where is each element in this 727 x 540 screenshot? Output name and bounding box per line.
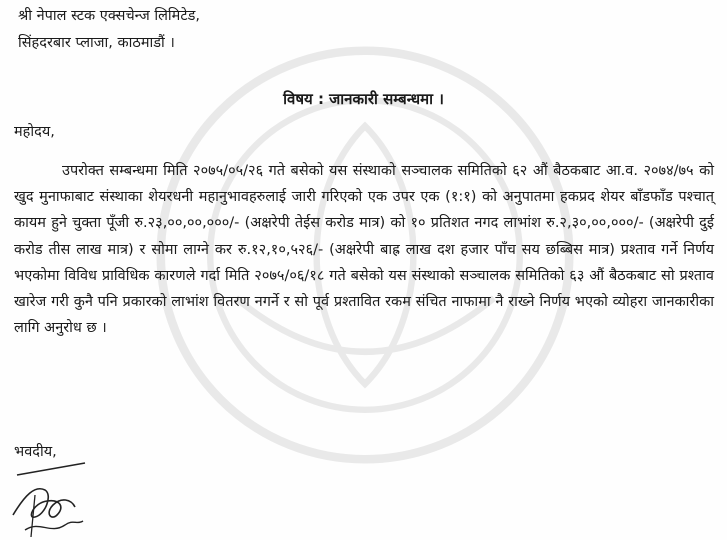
letter-body: उपरोक्त सम्बन्धमा मिति २०७५/०५/२६ गते बसेको यस संस्थाको सञ्चालक समितिको ६२ औं बैठकबाट आ.व. २०७४/७५ को खुद मुनाफाबाट संस्थाका शेयरधनी महानुभावहरुलाई जारी गरिएको एक उपर एक (१:१) को अनुपातमा हकप्रद शेयर बाँडफाँड पश्चात् कायम हुने चुक्ता पूँजी रु.२३,००,००,०००/- (अक्षरेपी तेईस करोड मात्र) को १० प्रतिशत नगद लाभांश रु.२,३०,००,०००/- (अक्षरेपी दुई करोड तीस लाख मात्र) र सोमा लाग्ने कर रु.१२,१०,५२६/- (अक्षरेपी बाह्र लाख दश हजार पाँच सय छब्बिस मात्र) प्रश्ताव गर्ने निर्णय भएकोमा विविध प्राविधिक कारणले गर्दा मिति २०७५/०६/१८ गते बसेको यस संस्थाको सञ्चालक समितिको ६३ औं बैठकबाट सो प्रश्ताव खारेज गरी कुनै पनि प्रकारको लाभांश वितरण नगर्ने र सो पूर्व प्रश्तावित रकम संचित नाफामा नै राख्ने निर्णय भएको व्योहरा जानकारीका लागि अनुरोध छ । — [14, 163, 714, 337]
subject-line: विषय : जानकारी सम्बन्धमा । — [283, 90, 444, 108]
recipient-name: श्री नेपाल स्टक एक्सचेन्ज लिमिटेड, — [18, 8, 201, 24]
handwritten-signature-icon — [5, 455, 90, 540]
recipient-address: सिंहदरबार प्लाजा, काठमाडौं । — [18, 35, 175, 51]
closing: भवदीय, — [14, 444, 57, 460]
salutation: महोदय, — [14, 124, 55, 140]
